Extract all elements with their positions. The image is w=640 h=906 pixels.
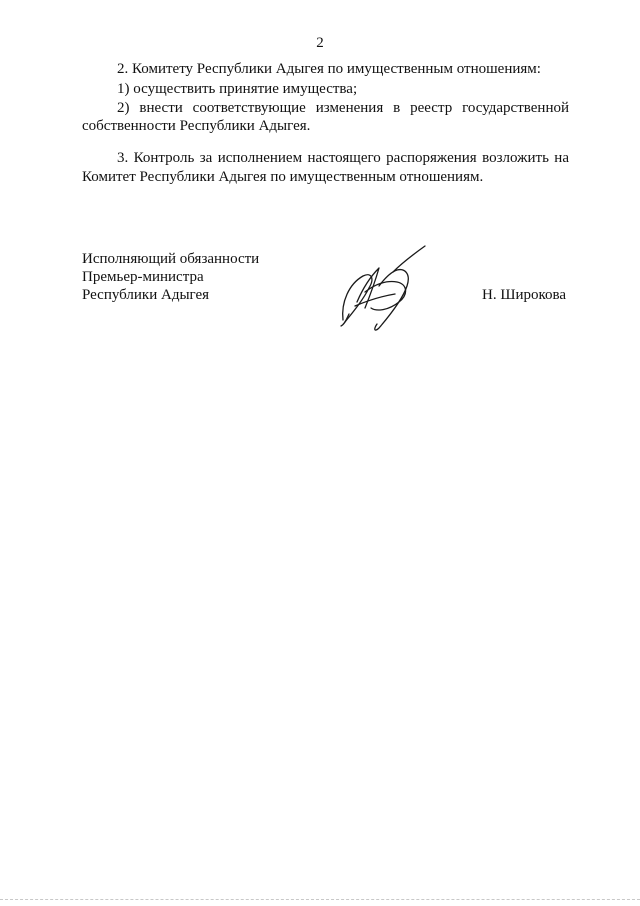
paragraph-2-item-2-line-2: собственности Республики Адыгея. xyxy=(82,118,311,134)
paragraph-3-line-1: 3. Контроль за исполнением настоящего распоряжения возложить на xyxy=(117,150,569,166)
paragraph-2-item-2-line-1: 2) внести соответствующие изменения в реестр государственной xyxy=(117,100,569,116)
signer-title-line-1: Исполняющий обязанности xyxy=(82,251,260,267)
page-number: 2 xyxy=(316,35,324,51)
handwritten-signature xyxy=(335,242,435,342)
paragraph-2-item-1: 1) осуществить принятие имущества; xyxy=(117,81,358,97)
signer-title-line-3: Республики Адыгея xyxy=(82,287,210,303)
paragraph-3-line-2: Комитет Республики Адыгея по имущественным отношениям. xyxy=(82,169,484,185)
signer-name: Н. Широкова xyxy=(482,287,567,303)
paragraph-2-intro: 2. Комитету Республики Адыгея по имущественным отношениям: xyxy=(117,61,541,77)
signer-title-line-2: Премьер-министра xyxy=(82,269,204,285)
